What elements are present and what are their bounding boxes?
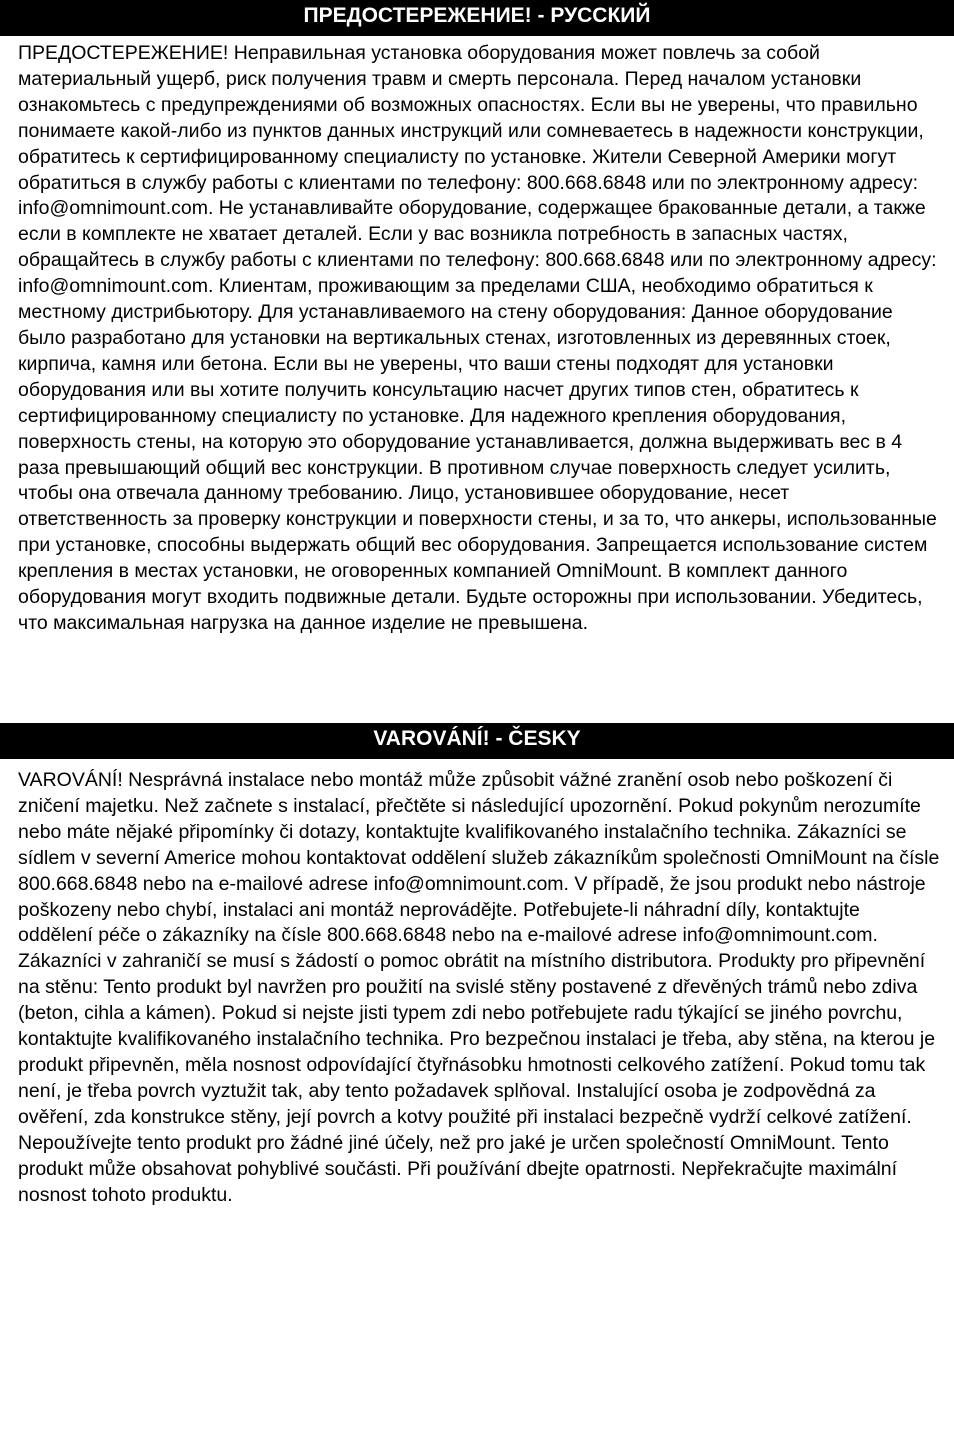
section-header-russian: ПРЕДОСТЕРЕЖЕНИЕ! - РУССКИЙ	[0, 0, 954, 36]
section-header-czech: VAROVÁNÍ! - ČESKY	[0, 723, 954, 759]
warning-text-russian: ПРЕДОСТЕРЕЖЕНИЕ! Неправильная установка оборудования может повлечь за собой материальный ущерб, риск получения травм и смерть персонала. Перед началом установки ознакомьтесь с предупреждениями об возможных опасностях. Если вы не уверены, что правильно понимаете какой-либо из пунктов данных инструкций или сомневаетесь в надежности конструкции, обратитесь к сертифицированному специалисту по установке. Жители Северной Америки могут обратиться в службу работы с клиентами по телефону: 800.668.6848 или по электронному адресу: info@omnimount.com. Не устанавливайте оборудование, содержащее бракованные детали, а также если в комплекте не хватает деталей. Если у вас возникла потребность в запасных частях, обращайтесь в службу работы с клиентами по телефону: 800.668.6848 или по электронному адресу: info@omnimount.com. Клиентам, проживающим за пределами США, необходимо обратиться к местному дистрибьютору. Для устанавливаемого на стену оборудования: Данное оборудование было разработано для установки на вертикальных стенах, изготовленных из деревянных стоек, кирпича, камня или бетона. Если вы не уверены, что ваши стены подходят для установки оборудования или вы хотите получить консультацию насчет других типов стен, обратитесь к сертифицированному специалисту по установке. Для надежного крепления оборудования, поверхность стены, на которую это оборудование устанавливается, должна выдерживать вес в 4 раза превышающий общий вес конструкции. В противном случае поверхность следует усилить, чтобы она отвечала данному требованию. Лицо, установившее оборудование, несет ответственность за проверку конструкции и поверхности стены, и за то, что анкеры, использованные при установке, способны выдержать общий вес оборудования. Запрещается использование систем крепления в местах установки, не оговоренных компанией OmniMount. В комплект данного оборудования могут входить подвижные детали. Будьте осторожны при использовании. Убедитесь, что максимальная нагрузка на данное изделие не превышена.	[18, 42, 937, 634]
warning-text-czech: VAROVÁNÍ! Nesprávná instalace nebo montáž může způsobit vážné zranění osob nebo poškození či zničení majetku. Než začnete s instalací, přečtěte si následující upozornění. Pokud pokynům nerozumíte nebo máte nějaké připomínky či dotazy, kontaktujte kvalifikovaného instalačního technika. Zákazníci se sídlem v severní Americe mohou kontaktovat oddělení služeb zákazníkům společnosti OmniMount na čísle 800.668.6848 nebo na e-mailové adrese info@omnimount.com. V případě, že jsou produkt nebo nástroje poškozeny nebo chybí, instalaci ani montáž neprovádějte. Potřebujete-li náhradní díly, kontaktujte oddělení péče o zákazníky na čísle 800.668.6848 nebo na e-mailové adrese info@omnimount.com. Zákazníci v zahraničí se musí s žádostí o pomoc obrátit na místního distributora. Produkty pro připevnění na stěnu: Tento produkt byl navržen pro použití na svislé stěny postavené z dřevěných trámů nebo zdiva (beton, cihla a kámen). Pokud si nejste jisti typem zdi nebo potřebujete radu týkající se jiného povrchu, kontaktujte kvalifikovaného instalačního technika. Pro bezpečnou instalaci je třeba, aby stěna, na kterou je produkt připevněn, měla nosnost odpovídající čtyřnásobku hmotnosti celkového zatížení. Pokud tomu tak není, je třeba povrch vyztužit tak, aby tento požadavek splňoval. Instalující osoba je zodpovědná za ověření, zda konstrukce stěny, její povrch a kotvy použité při instalaci bezpečně vydrží celkové zatížení. Nepoužívejte tento produkt pro žádné jiné účely, než pro jaké je určen společností OmniMount. Tento produkt může obsahovat pohyblivé součásti. Při používání dbejte opatrnosti. Nepřekračujte maximální nosnost tohoto produktu.	[18, 769, 940, 1206]
